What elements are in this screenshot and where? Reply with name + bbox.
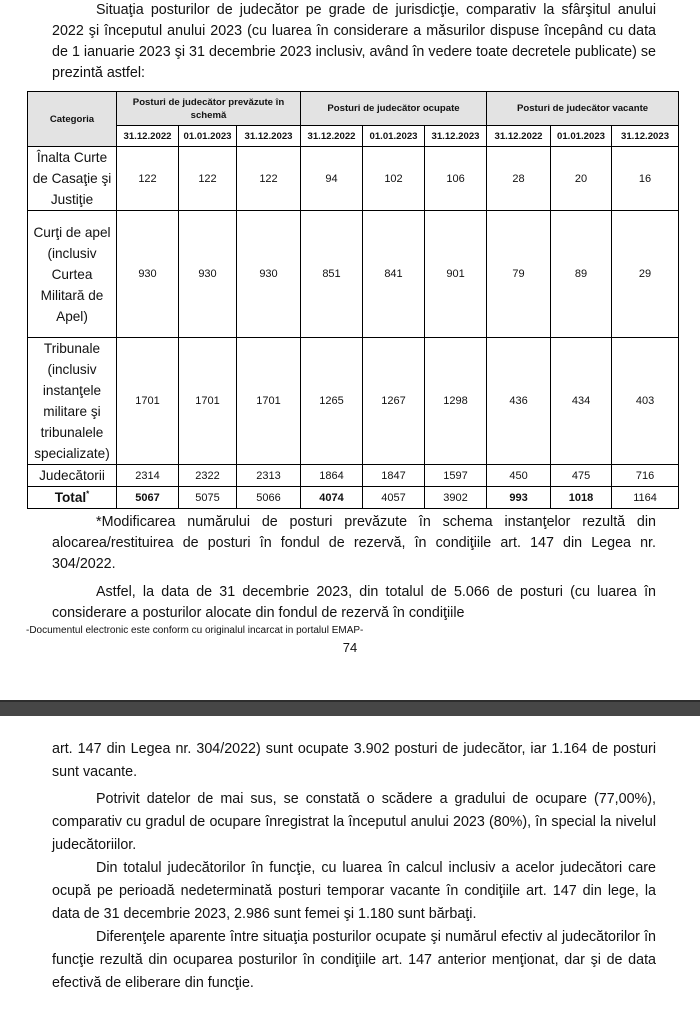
- table-cell: 1265: [301, 338, 363, 465]
- table-cell: 993: [487, 487, 551, 509]
- table-cell: 930: [179, 211, 237, 338]
- table-cell: 1298: [425, 338, 487, 465]
- table-cell: 102: [363, 147, 425, 211]
- table-cell: 930: [117, 211, 179, 338]
- table-cell: 1018: [551, 487, 612, 509]
- table-header-row: [28, 92, 679, 126]
- table-cell: 2313: [237, 465, 301, 487]
- table-cell: 1701: [237, 338, 301, 465]
- table-cell: 475: [551, 465, 612, 487]
- intro-paragraph: Situaţia posturilor de judecător pe grade de jurisdicţie, comparativ la sfârşitul anului 2022 şi începutul anului 2023 (cu luarea în considerare a măsurilor dispuse începând cu data de 1 ianuarie 2023 şi 31 decembrie 2023 inclusiv, având în vedere toate decretele publicate) se prezintă astfel:: [52, 2, 656, 81]
- table-cell: 1864: [301, 465, 363, 487]
- date-header: 31.12.2022: [301, 126, 363, 147]
- table-cell: 1164: [612, 487, 679, 509]
- table-cell: 29: [612, 211, 679, 338]
- table-cell: 434: [551, 338, 612, 465]
- date-header: 01.01.2023: [551, 126, 612, 147]
- table-cell: 1847: [363, 465, 425, 487]
- table-cell: 122: [117, 147, 179, 211]
- date-header: 31.12.2023: [425, 126, 487, 147]
- astfel-paragraph: Astfel, la data de 31 decembrie 2023, din totalul de 5.066 de posturi (cu luarea în considerare a posturilor alocate din fondul de rezervă în condiţiile: [52, 584, 656, 621]
- table-cell: 106: [425, 147, 487, 211]
- page2-paragraph-3: Din totalul judecătorilor în funcţie, cu luarea în calcul inclusiv a acelor judecători care ocupă pe perioadă nedeterminată posturi temporar vacante în condiţiile art. 147 din lege, la data de 31 decembrie 2023, 2.986 sunt femei şi 1.180 sunt bărbaţi.: [52, 860, 656, 922]
- table-row: [28, 147, 679, 211]
- group-header-ocupate: Posturi de judecător ocupate: [301, 92, 487, 126]
- table-cell: 403: [612, 338, 679, 465]
- table-cell: 5066: [237, 487, 301, 509]
- date-header: 01.01.2023: [179, 126, 237, 147]
- table-cell: 4074: [301, 487, 363, 509]
- total-row: [28, 487, 679, 509]
- page2-paragraph-1: art. 147 din Legea nr. 304/2022) sunt ocupate 3.902 posturi de judecător, iar 1.164 de posturi sunt vacante.: [52, 741, 656, 780]
- table-cell: 28: [487, 147, 551, 211]
- table-cell: 2322: [179, 465, 237, 487]
- table-cell: 122: [179, 147, 237, 211]
- table-cell: 851: [301, 211, 363, 338]
- date-header: 01.01.2023: [363, 126, 425, 147]
- table-cell: 901: [425, 211, 487, 338]
- table-row: [28, 338, 679, 465]
- table-cell: 1267: [363, 338, 425, 465]
- table-cell: 5075: [179, 487, 237, 509]
- table-cell: 2314: [117, 465, 179, 487]
- table-cell: 1701: [179, 338, 237, 465]
- page-break-divider: [0, 700, 700, 716]
- page2-paragraph-4: Diferenţele aparente între situaţia posturilor ocupate şi numărul efectiv al judecătorilor în funcţie rezultă din ocuparea posturilor în condiţiile art. 147 anterior menţionat, dar şi de data efectivă de eliberare din funcţie.: [52, 929, 656, 991]
- date-header: 31.12.2022: [487, 126, 551, 147]
- page2-paragraph-2: Potrivit datelor de mai sus, se constată o scădere a gradului de ocupare (77,00%), comparativ cu gradul de ocupare înregistrat la începutul anului 2023 (80%), în special la nivelul judecătoriilor.: [52, 791, 656, 853]
- footnote-marker: *: [86, 489, 90, 499]
- table-cell: 94: [301, 147, 363, 211]
- table-cell: 1701: [117, 338, 179, 465]
- table-cell: 841: [363, 211, 425, 338]
- row-category: Judecătorii: [28, 465, 117, 487]
- table-row: [28, 211, 679, 338]
- table-cell: 16: [612, 147, 679, 211]
- total-label: [28, 487, 117, 509]
- date-header: 31.12.2022: [117, 126, 179, 147]
- total-label-text: Total: [54, 490, 87, 505]
- row-category: Înalta Curte de Casaţie şi Justiţie: [28, 147, 117, 211]
- table-cell: 122: [237, 147, 301, 211]
- table-cell: 89: [551, 211, 612, 338]
- table-row: [28, 465, 679, 487]
- date-header: 31.12.2023: [237, 126, 301, 147]
- date-header: 31.12.2023: [612, 126, 679, 147]
- table-cell: 20: [551, 147, 612, 211]
- date-header-row: [28, 126, 679, 147]
- table-cell: 716: [612, 465, 679, 487]
- row-category: Tribunale (inclusiv instanţele militare şi tribunalele specializate): [28, 338, 117, 465]
- document-page-75: [0, 716, 700, 1030]
- table-cell: 930: [237, 211, 301, 338]
- electronic-document-note: -Documentul electronic este conform cu originalul incarcat in portalul EMAP-: [26, 625, 364, 636]
- category-header: Categoria: [28, 92, 117, 147]
- judges-posts-table: [27, 91, 679, 509]
- table-cell: 4057: [363, 487, 425, 509]
- table-cell: 436: [487, 338, 551, 465]
- group-header-vacante: Posturi de judecător vacante: [487, 92, 679, 126]
- table-cell: 450: [487, 465, 551, 487]
- table-cell: 3902: [425, 487, 487, 509]
- row-category: Curţi de apel (inclusiv Curtea Militară de Apel): [28, 211, 117, 338]
- page-number: 74: [342, 640, 358, 655]
- table-cell: 5067: [117, 487, 179, 509]
- table-footnote: *Modificarea numărului de posturi prevăzute în schema instanţelor rezultă din alocarea/restituirea de posturi în fondul de rezervă, în condiţiile art. 147 din Legea nr. 304/2022.: [52, 514, 656, 572]
- group-header-schema: Posturi de judecător prevăzute în schemă: [117, 92, 301, 126]
- table-cell: 1597: [425, 465, 487, 487]
- table-cell: 79: [487, 211, 551, 338]
